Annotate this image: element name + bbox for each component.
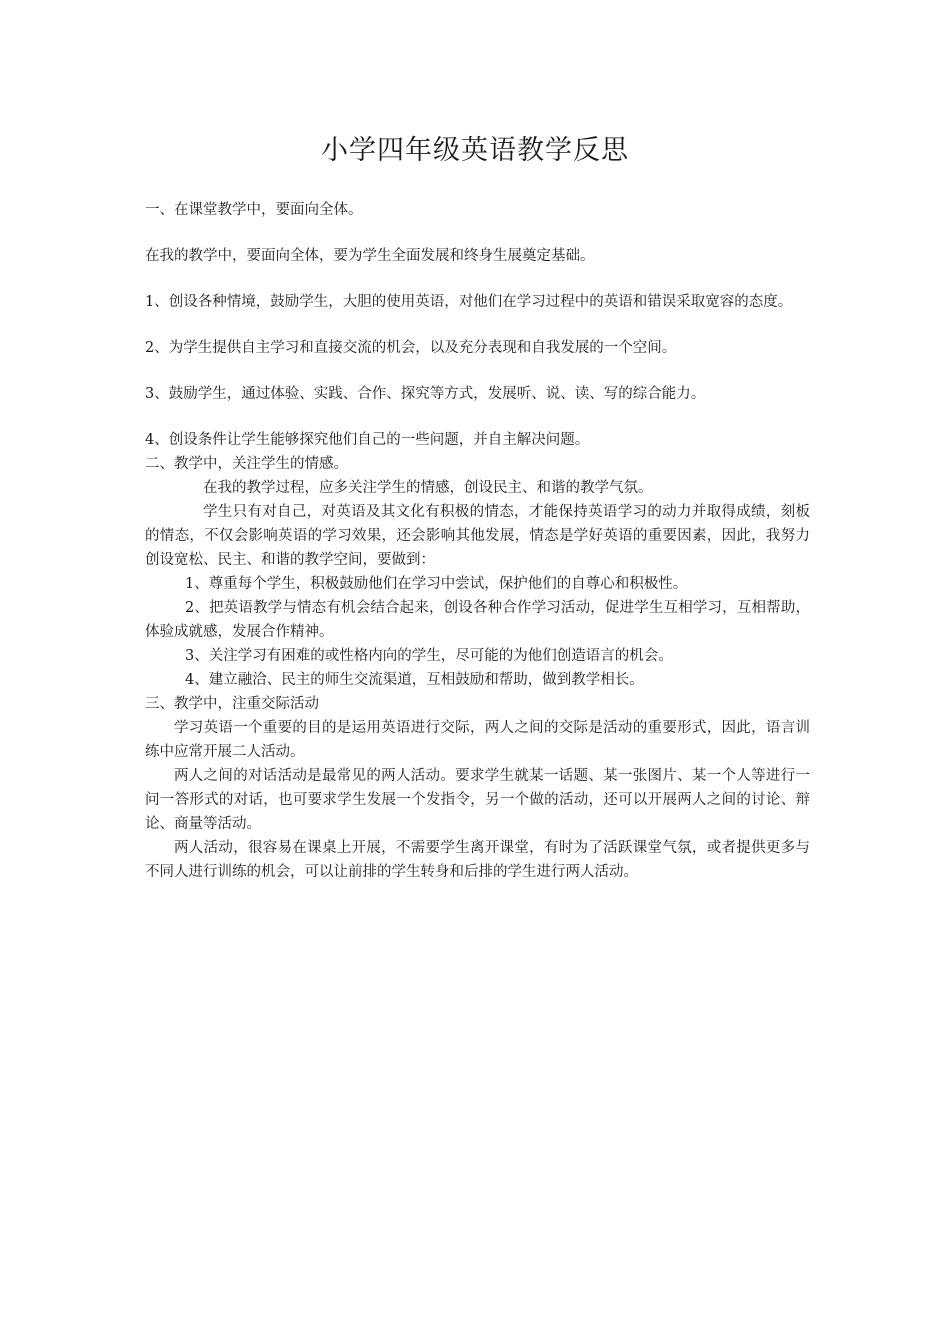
paragraph: 学习英语一个重要的目的是运用英语进行交际，两人之间的交际是活动的重要形式，因此，语言训练中应常开展二人活动。: [145, 720, 810, 760]
list-item: 3、关注学习有困难的或性格内向的学生，尽可能的为他们创造语言的机会。: [185, 648, 673, 664]
section-heading-2: 二、教学中，关注学生的情感。: [145, 456, 348, 472]
list-item: 2、为学生提供自主学习和直接交流的机会，以及充分表现和自我发展的一个空间。: [145, 340, 677, 356]
list-item: 2、把英语教学与情态有机会结合起来，创设各种合作学习活动，促进学生互相学习，互相帮助，体验成就感，发展合作精神。: [145, 600, 810, 640]
paragraph: 在我的教学过程，应多关注学生的情感，创设民主、和谐的教学气氛。: [203, 480, 653, 496]
paragraph-gap: [145, 222, 810, 244]
document-title: 小学四年级英语教学反思: [321, 135, 629, 166]
paragraph: 在我的教学中，要面向全体，要为学生全面发展和终身生展奠定基础。: [145, 248, 595, 264]
list-item: 1、尊重每个学生，积极鼓励他们在学习中尝试，保护他们的自尊心和积极性。: [185, 576, 688, 592]
paragraph-gap: [145, 314, 810, 336]
paragraph-gap: [145, 360, 810, 382]
list-item: 3、鼓励学生，通过体验、实践、合作、探究等方式，发展听、说、读、写的综合能力。: [145, 386, 706, 402]
paragraph-gap: [145, 406, 810, 428]
paragraph: 两人之间的对话活动是最常见的两人活动。要求学生就某一话题、某一张图片、某一个人等进行一问一答形式的对话，也可要求学生发展一个发指令，另一个做的活动，还可以开展两人之间的讨论、辩论、商量等活动。: [145, 768, 810, 832]
section-heading-1: 一、在课堂教学中，要面向全体。: [145, 202, 363, 218]
paragraph-gap: [145, 268, 810, 290]
section-heading-3: 三、教学中，注重交际活动: [145, 696, 319, 712]
paragraph: 学生只有对自己，对英语及其文化有积极的情态，才能保持英语学习的动力并取得成绩，刻板的情态，不仅会影响英语的学习效果，还会影响其他发展，情态是学好英语的重要因素，因此，我努力创设宽松、民主、和谐的教学空间，要做到：: [145, 504, 810, 568]
document-body: [145, 198, 810, 884]
paragraph: 两人活动，很容易在课桌上开展，不需要学生离开课堂，有时为了活跃课堂气氛，或者提供更多与不同人进行训练的机会，可以让前排的学生转身和后排的学生进行两人活动。: [145, 840, 810, 880]
list-item: 1、创设各种情境，鼓励学生，大胆的使用英语，对他们在学习过程中的英语和错误采取宽容的态度。: [145, 294, 793, 310]
list-item: 4、创设条件让学生能够探究他们自己的一些问题，并自主解决问题。: [145, 432, 590, 448]
list-item: 4、建立融洽、民主的师生交流渠道，互相鼓励和帮助，做到教学相长。: [185, 672, 644, 688]
